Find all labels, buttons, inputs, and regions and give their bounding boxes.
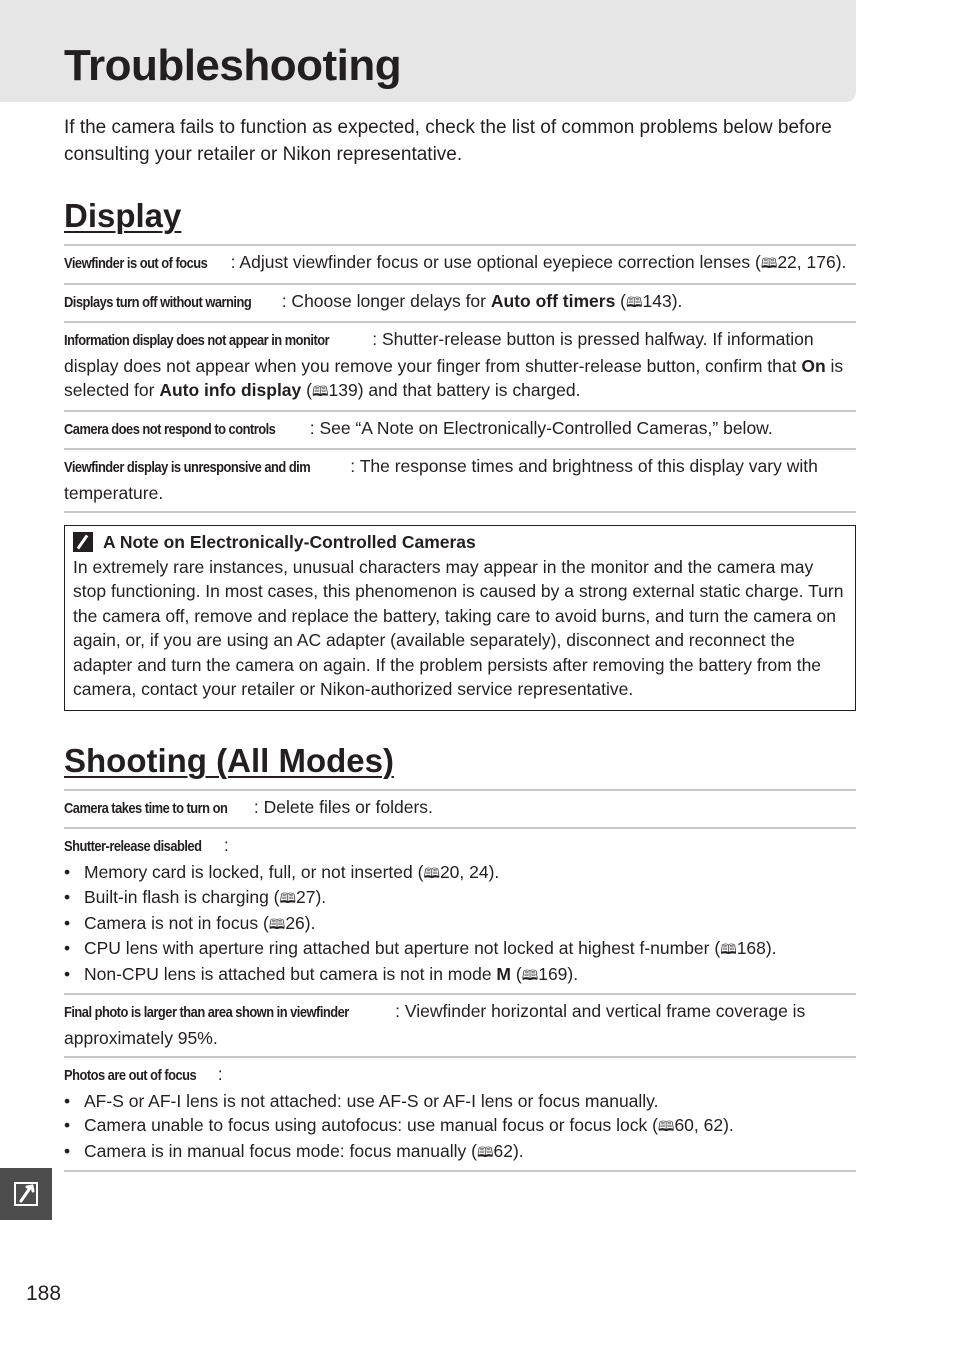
page-ref: 27 xyxy=(296,887,316,907)
entry-term: Viewfinder is out of focus xyxy=(64,255,208,272)
book-icon: 🕮 xyxy=(476,1143,494,1160)
page-ref: 60, 62 xyxy=(674,1115,724,1135)
list-item-tail: ). xyxy=(315,887,327,907)
book-icon: 🕮 xyxy=(760,255,778,271)
entry-displays-turn-off xyxy=(64,285,856,324)
page-ref: 62 xyxy=(493,1140,513,1161)
book-icon: 🕮 xyxy=(268,915,286,932)
page-ref: 169 xyxy=(538,963,568,984)
list-item-text: CPU lens with aperture ring attached but aperture not locked at highest f-number ( xyxy=(84,938,721,958)
book-icon: 🕮 xyxy=(311,383,329,399)
list-item-tail: ). xyxy=(304,912,316,933)
entry-text: is selected for xyxy=(64,355,844,400)
page-ref: 26 xyxy=(285,912,305,933)
list-item-text: AF-S or AF-I lens is not attached: use AF-S or AF-I lens or focus manually. xyxy=(84,1090,659,1111)
entry-text: : Viewfinder horizontal and vertical frame coverage is approximately 95%. xyxy=(64,1001,806,1048)
note-box xyxy=(64,525,856,711)
entry-tail: ). xyxy=(835,252,847,272)
entry-viewfinder-display-dim xyxy=(64,450,856,513)
entry-colon: : xyxy=(223,835,229,855)
page-number: 188 xyxy=(26,1282,62,1305)
entry-term: Photos are out of focus xyxy=(64,1067,197,1084)
entry-colon: : xyxy=(217,1064,223,1084)
entry-term: Shutter-release disabled xyxy=(64,838,202,855)
list-item xyxy=(64,1113,856,1139)
entry-camera-not-responding xyxy=(64,412,856,451)
entry-term: Camera takes time to turn on xyxy=(64,799,228,817)
list-item xyxy=(64,860,856,886)
list-item-tail: ). xyxy=(765,938,777,958)
book-icon: 🕮 xyxy=(720,941,737,957)
page-content xyxy=(64,114,856,1172)
list-item-text: Camera unable to focus using autofocus: use manual focus or focus lock ( xyxy=(84,1115,658,1135)
book-icon: 🕮 xyxy=(423,864,440,881)
list-item xyxy=(64,885,856,911)
intro-paragraph: If the camera fails to function as expected, check the list of common problems below before consulting your retailer or Nikon representative. xyxy=(64,117,832,165)
wrench-icon xyxy=(12,1180,40,1208)
entry-text: : Shutter-release button is pressed halfway. If information display does not appear when you remove your finger from shutter-release button, confirm that xyxy=(64,329,814,376)
page-ref: 168 xyxy=(736,938,766,958)
entry-viewfinder-out-of-focus xyxy=(64,246,856,285)
entry-term: Camera does not respond to controls xyxy=(64,420,276,438)
section-heading-display: Display xyxy=(64,197,182,234)
shooting-entries xyxy=(64,789,856,1173)
list-item-tail: ). xyxy=(512,1140,524,1161)
book-icon: 🕮 xyxy=(626,293,643,310)
page-ref: 20, 24 xyxy=(439,861,489,882)
entry-shutter-release-disabled xyxy=(64,829,856,995)
entry-tail: ) and that battery is charged. xyxy=(357,380,581,400)
list-item xyxy=(64,1089,856,1114)
page-ref: 139 xyxy=(328,380,358,400)
entry-text: : Delete files or folders. xyxy=(253,796,433,817)
entry-text: : The response times and brightness of this display vary with temperature. xyxy=(64,456,818,503)
entry-term: Viewfinder display is unresponsive and dim xyxy=(64,459,311,476)
note-heading xyxy=(73,530,847,555)
mode-m: M xyxy=(496,963,511,984)
list-item-text: Built-in flash is charging ( xyxy=(84,887,280,907)
list-item-tail: ). xyxy=(723,1115,734,1135)
entry-text: ( xyxy=(301,380,312,400)
book-icon: 🕮 xyxy=(657,1118,675,1134)
book-icon: 🕮 xyxy=(521,966,539,983)
pencil-note-icon xyxy=(73,532,93,552)
list-item xyxy=(64,911,856,937)
entry-tail: ). xyxy=(671,290,683,311)
menu-option-auto-info-display: Auto info display xyxy=(159,380,302,400)
entry-slow-power-on xyxy=(64,791,856,830)
list-item xyxy=(64,936,856,962)
list-item xyxy=(64,962,856,988)
cause-list xyxy=(64,1089,856,1165)
list-item-text: Non-CPU lens is attached but camera is not in mode xyxy=(84,963,497,984)
entry-text: ( xyxy=(615,290,627,311)
option-on: On xyxy=(801,355,826,376)
entry-term: Information display does not appear in monitor xyxy=(64,332,330,349)
page-ref: 22, 176 xyxy=(777,252,836,272)
list-item-text: ( xyxy=(511,963,522,984)
entry-photo-larger-than-viewfinder xyxy=(64,995,856,1058)
page-title: Troubleshooting xyxy=(64,41,402,90)
list-item xyxy=(64,1139,856,1165)
cause-list xyxy=(64,860,856,988)
page-ref: 143 xyxy=(642,290,672,311)
entry-info-display-missing xyxy=(64,323,856,412)
section-heading-shooting: Shooting (All Modes) xyxy=(64,741,394,779)
entry-term: Displays turn off without warning xyxy=(64,293,252,311)
menu-option-auto-off-timers: Auto off timers xyxy=(490,290,616,311)
chapter-tab xyxy=(0,1168,52,1220)
entry-term: Final photo is larger than area shown in viewfinder xyxy=(64,1004,349,1021)
note-body: In extremely rare instances, unusual characters may appear in the monitor and the camera may stop functioning. In most cases, this phenomenon is caused by a strong external static charge. Turn the camera off, remove and replace the battery, taking care to avoid burns, and turn the camera on again, or, if you are using an AC adapter (available separately), disconnect and reconnect the adapter and turn the camera on again. If the problem persists after removing the battery from the camera, contact your retailer or Nikon-authorized service representative. xyxy=(73,556,844,699)
list-item-text: Camera is not in focus ( xyxy=(84,912,269,933)
list-item-tail: ). xyxy=(488,861,500,882)
note-title: A Note on Electronically-Controlled Cameras xyxy=(103,532,476,552)
entry-text: : Adjust viewfinder focus or use optional eyepiece correction lenses ( xyxy=(230,252,761,272)
entry-text: : See “A Note on Electronically-Controlled Cameras,” below. xyxy=(309,417,773,438)
entry-photos-out-of-focus xyxy=(64,1058,856,1172)
entry-text: : Choose longer delays for xyxy=(281,290,491,311)
list-item-text: Memory card is locked, full, or not inserted ( xyxy=(84,861,424,882)
list-item-tail: ). xyxy=(567,963,579,984)
display-entries xyxy=(64,244,856,513)
book-icon: 🕮 xyxy=(279,890,297,906)
list-item-text: Camera is in manual focus mode: focus manually ( xyxy=(84,1140,477,1161)
